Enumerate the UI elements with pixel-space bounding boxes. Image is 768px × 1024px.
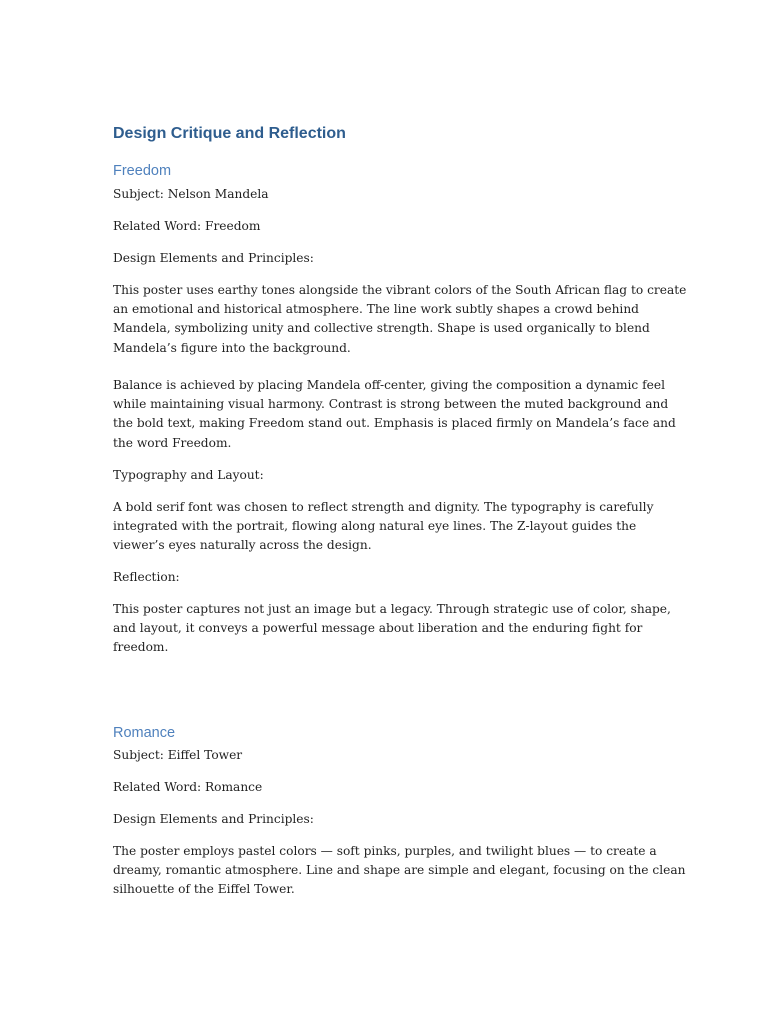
paragraph-line: Mandela, symbolizing unity and collective strength. Shape is used organically to blend xyxy=(113,321,650,336)
document-title: Design Critique and Reflection xyxy=(113,125,346,142)
elements-paragraph-1 xyxy=(113,842,686,900)
paragraph-line: viewer’s eyes naturally across the design. xyxy=(113,538,372,553)
subject-line: Subject: Nelson Mandela xyxy=(113,187,269,201)
related-word-line: Related Word: Romance xyxy=(113,780,263,794)
paragraph-line: an emotional and historical atmosphere. The line work subtly shapes a crowd behind xyxy=(113,302,639,317)
paragraph-line: This poster captures not just an image but a legacy. Through strategic use of color, shape, xyxy=(113,602,671,616)
reflection-paragraph xyxy=(113,600,671,658)
paragraph-line: and layout, it conveys a powerful message about liberation and the enduring fight for xyxy=(113,621,643,636)
paragraph-line: dreamy, romantic atmosphere. Line and shape are simple and elegant, focusing on the clean xyxy=(113,863,686,878)
paragraph-line: while maintaining visual harmony. Contrast is strong between the muted background and xyxy=(113,397,669,412)
paragraph-line: freedom. xyxy=(113,640,169,655)
paragraph-line: Balance is achieved by placing Mandela off-center, giving the composition a dynamic feel xyxy=(113,378,665,392)
section-heading-romance: Romance xyxy=(113,725,176,741)
elements-paragraph-1 xyxy=(113,281,687,358)
paragraph-line: Mandela’s figure into the background. xyxy=(113,340,351,355)
paragraph-line: This poster uses earthy tones alongside the vibrant colors of the South African flag to create xyxy=(113,283,687,297)
paragraph-line: the bold text, making Freedom stand out. Emphasis is placed firmly on Mandela’s face and xyxy=(113,416,676,431)
elements-label: Design Elements and Principles: xyxy=(113,812,314,826)
typography-label: Typography and Layout: xyxy=(113,468,264,482)
section-heading-freedom: Freedom xyxy=(113,163,172,179)
paragraph-line: The poster employs pastel colors — soft pinks, purples, and twilight blues — to create a xyxy=(113,844,657,858)
related-word-line: Related Word: Freedom xyxy=(113,219,261,233)
subject-line: Subject: Eiffel Tower xyxy=(113,748,243,762)
elements-paragraph-2 xyxy=(113,376,676,453)
paragraph-line: A bold serif font was chosen to reflect strength and dignity. The typography is carefully xyxy=(113,500,654,514)
reflection-label: Reflection: xyxy=(113,570,180,584)
paragraph-line: the word Freedom. xyxy=(113,435,232,450)
paragraph-line: silhouette of the Eiffel Tower. xyxy=(113,882,295,897)
elements-label: Design Elements and Principles: xyxy=(113,251,314,265)
paragraph-line: integrated with the portrait, flowing along natural eye lines. The Z-layout guides the xyxy=(113,519,637,534)
typography-paragraph xyxy=(113,498,658,556)
